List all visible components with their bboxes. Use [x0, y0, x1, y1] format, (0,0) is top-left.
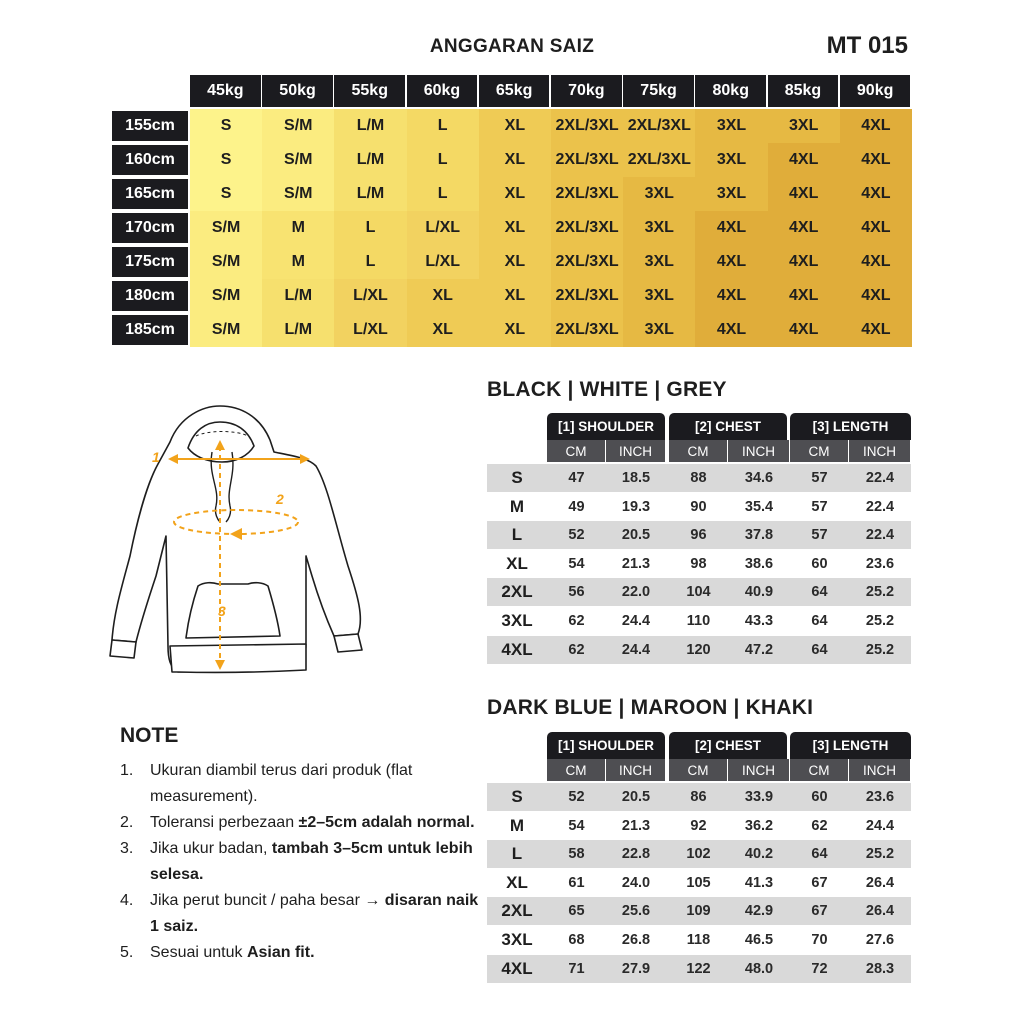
- table-row: [487, 840, 911, 868]
- height-label: 160cm: [112, 145, 188, 175]
- size-cell: S/M: [190, 245, 262, 279]
- measure-value: 104: [686, 584, 711, 601]
- unit-header: CM: [669, 759, 727, 781]
- size-cell: S/M: [190, 313, 262, 347]
- size-cell: 3XL: [695, 143, 767, 177]
- measure-value: 24.0: [621, 874, 651, 891]
- height-label: 180cm: [112, 281, 188, 311]
- table-row: [487, 493, 911, 521]
- measure-value: 25.2: [865, 641, 895, 658]
- measure-value: 46.5: [744, 932, 774, 948]
- measure-value: 67: [811, 903, 828, 920]
- size-cell: M: [262, 245, 334, 279]
- size-cell: 4XL: [695, 279, 767, 313]
- unit-header: CM: [790, 759, 848, 781]
- note-span: Jika ukur badan,: [150, 840, 272, 857]
- measure-value: 26.4: [865, 874, 895, 891]
- measure-value: 58: [568, 846, 585, 863]
- measure-value: 64: [811, 641, 828, 658]
- measure-value: 35.4: [744, 498, 774, 515]
- measure-value: 25.6: [621, 903, 651, 920]
- size-cell: S: [190, 109, 262, 143]
- measure-value: 20.5: [621, 527, 651, 544]
- measure-value: 96: [690, 527, 707, 544]
- measure-value: 54: [568, 817, 585, 834]
- size-cell: L: [407, 143, 479, 177]
- measure-value: 40.9: [744, 584, 774, 601]
- note-number: 2.: [120, 814, 134, 831]
- size-cell: 2XL/3XL: [551, 279, 623, 313]
- size-cell: 2XL/3XL: [551, 143, 623, 177]
- note-emphasis: tambah 3–5cm untuk lebih selesa.: [150, 840, 473, 883]
- size-cell: L/XL: [407, 245, 479, 279]
- size-cell: M: [262, 211, 334, 245]
- measure-value: 60: [811, 555, 828, 572]
- note-text: [150, 940, 480, 966]
- unit-header: CM: [547, 759, 605, 781]
- weight-header: 90kg: [840, 75, 911, 107]
- size-cell: 4XL: [768, 245, 840, 279]
- size-cell: 4XL: [695, 245, 767, 279]
- measurement-table-darkblue-maroon-khaki: [487, 732, 911, 979]
- note-item: [120, 940, 480, 966]
- note-number: 1.: [120, 762, 134, 779]
- size-cell: 3XL: [623, 245, 695, 279]
- size-cell: L/XL: [334, 279, 406, 313]
- note-number: 4.: [120, 892, 134, 909]
- size-cell: 4XL: [840, 211, 912, 245]
- measure-group-header: [3] LENGTH: [790, 413, 911, 440]
- size-cell: 4XL: [840, 109, 912, 143]
- size-cell: 4XL: [768, 279, 840, 313]
- table-row: [487, 955, 911, 983]
- size-cell: 4XL: [840, 143, 912, 177]
- unit-header: INCH: [728, 440, 789, 462]
- measure-value: 64: [811, 584, 828, 601]
- note-span: Sesuai untuk: [150, 944, 247, 961]
- measure-value: 57: [811, 470, 828, 486]
- measure-value: 56: [568, 584, 585, 601]
- size-name: L: [511, 844, 523, 864]
- measure-value: 22.0: [621, 584, 651, 601]
- size-cell: S/M: [262, 177, 334, 211]
- note-text: [150, 888, 480, 940]
- measure-value: 52: [568, 789, 585, 805]
- size-cell: 4XL: [768, 313, 840, 347]
- measure-value: 48.0: [744, 960, 774, 977]
- size-cell: 4XL: [840, 279, 912, 313]
- size-name: M: [509, 815, 525, 835]
- size-cell: 2XL/3XL: [623, 143, 695, 177]
- size-cell: 2XL/3XL: [551, 211, 623, 245]
- table-row: [487, 926, 911, 954]
- table-row: [487, 636, 911, 664]
- note-text: [150, 810, 480, 836]
- measure-value: 92: [690, 817, 707, 834]
- measure-value: 36.2: [744, 817, 774, 834]
- size-cell: L: [334, 245, 406, 279]
- label-shoulder-marker: 1: [152, 449, 160, 465]
- unit-header: INCH: [849, 440, 910, 462]
- measure-value: 90: [690, 498, 707, 515]
- measure-value: 62: [568, 613, 585, 629]
- measure-value: 28.3: [865, 960, 895, 977]
- size-name: S: [511, 468, 523, 487]
- size-name: S: [511, 787, 523, 806]
- note-span: Toleransi perbezaan: [150, 814, 299, 831]
- size-cell: 2XL/3XL: [551, 313, 623, 347]
- size-cell: 4XL: [768, 177, 840, 211]
- measure-value: 20.5: [621, 789, 651, 805]
- measure-value: 47.2: [744, 641, 774, 658]
- measure-value: 64: [811, 846, 828, 863]
- unit-header: CM: [790, 440, 848, 462]
- size-cell: 2XL/3XL: [623, 109, 695, 143]
- note-span: Jika perut buncit / paha besar →: [150, 892, 385, 909]
- measure-value: 43.3: [744, 613, 774, 629]
- size-cell: L/XL: [334, 313, 406, 347]
- note-title: NOTE: [120, 724, 179, 747]
- measure-value: 49: [568, 498, 585, 515]
- measure-group-header: [1] SHOULDER: [547, 413, 665, 440]
- measure-group-header: [1] SHOULDER: [547, 732, 665, 759]
- measure-value: 60: [811, 789, 828, 805]
- height-label: 170cm: [112, 213, 188, 243]
- measure-value: 22.4: [865, 498, 895, 515]
- table2-title: DARK BLUE | MAROON | KHAKI: [487, 696, 814, 719]
- size-name: M: [509, 496, 525, 516]
- size-cell: L/M: [262, 279, 334, 313]
- size-name: L: [511, 525, 523, 545]
- weight-header: 75kg: [623, 75, 694, 107]
- note-item: [120, 836, 480, 888]
- size-cell: S/M: [262, 143, 334, 177]
- note-emphasis: Asian fit.: [246, 944, 315, 961]
- height-label: 155cm: [112, 111, 188, 141]
- size-name: 4XL: [501, 639, 533, 659]
- height-label: 185cm: [112, 315, 188, 345]
- measure-value: 21.3: [621, 555, 651, 572]
- measurement-table-black-white-grey: [487, 413, 911, 660]
- weight-header: 50kg: [262, 75, 333, 107]
- measure-value: 23.6: [865, 555, 895, 572]
- size-cell: 3XL: [623, 313, 695, 347]
- measure-value: 26.4: [865, 903, 895, 920]
- size-cell: L/M: [262, 313, 334, 347]
- measure-value: 22.4: [865, 470, 895, 486]
- measure-value: 24.4: [621, 613, 651, 629]
- size-cell: 3XL: [768, 109, 840, 143]
- measure-value: 25.2: [865, 584, 895, 601]
- size-name: XL: [506, 553, 528, 573]
- hoodie-diagram: [108, 396, 378, 686]
- measure-value: 52: [568, 527, 585, 544]
- height-label: 175cm: [112, 247, 188, 277]
- table-row: [487, 578, 911, 606]
- measure-value: 19.3: [621, 498, 651, 515]
- size-cell: 4XL: [695, 211, 767, 245]
- measure-value: 27.6: [865, 932, 895, 948]
- measure-value: 118: [686, 932, 711, 948]
- measure-value: 61: [568, 874, 585, 891]
- note-item: [120, 810, 480, 836]
- size-cell: 3XL: [623, 211, 695, 245]
- measure-value: 47: [568, 470, 585, 486]
- size-name: 2XL: [501, 582, 533, 602]
- size-cell: XL: [479, 279, 551, 313]
- measure-value: 70: [811, 932, 828, 948]
- size-cell: 3XL: [623, 177, 695, 211]
- size-cell: 4XL: [695, 313, 767, 347]
- size-cell: 4XL: [840, 313, 912, 347]
- measure-value: 57: [811, 498, 828, 515]
- table-row: [487, 464, 911, 492]
- page-title: ANGGARAN SAIZ: [429, 36, 595, 57]
- unit-header: INCH: [606, 440, 665, 462]
- size-cell: L: [407, 177, 479, 211]
- size-cell: L/XL: [407, 211, 479, 245]
- unit-header: INCH: [849, 759, 910, 781]
- weight-header: 85kg: [768, 75, 839, 107]
- measure-value: 102: [686, 846, 711, 863]
- measure-value: 86: [690, 789, 707, 805]
- measure-value: 18.5: [621, 470, 651, 486]
- table-row: [487, 607, 911, 635]
- size-cell: L: [407, 109, 479, 143]
- measure-group-header: [2] CHEST: [669, 413, 787, 440]
- size-cell: XL: [479, 245, 551, 279]
- table-row: [487, 521, 911, 549]
- measure-value: 37.8: [744, 527, 774, 544]
- measure-value: 26.8: [621, 932, 651, 948]
- measure-value: 68: [568, 932, 585, 948]
- size-cell: L/M: [334, 177, 406, 211]
- size-cell: XL: [407, 279, 479, 313]
- measure-value: 34.6: [744, 470, 774, 486]
- measure-value: 41.3: [744, 874, 774, 891]
- size-cell: L/M: [334, 109, 406, 143]
- weight-header: 45kg: [190, 75, 261, 107]
- measure-value: 72: [811, 960, 828, 977]
- measure-value: 24.4: [621, 641, 651, 658]
- size-cell: 3XL: [695, 109, 767, 143]
- size-cell: S: [190, 143, 262, 177]
- table-row: [487, 897, 911, 925]
- note-item: [120, 888, 480, 940]
- measure-value: 120: [686, 641, 711, 658]
- size-cell: XL: [407, 313, 479, 347]
- size-name: 3XL: [501, 930, 533, 949]
- table-row: [487, 812, 911, 840]
- size-cell: S/M: [190, 279, 262, 313]
- note-span: Ukuran diambil terus dari produk (flat measurement).: [150, 762, 413, 805]
- note-text: [150, 758, 480, 810]
- size-cell: 2XL/3XL: [551, 109, 623, 143]
- size-cell: 4XL: [840, 177, 912, 211]
- table-row: [487, 869, 911, 897]
- measure-value: 24.4: [865, 817, 895, 834]
- weight-header: 65kg: [479, 75, 550, 107]
- measure-value: 105: [686, 874, 711, 891]
- measure-value: 38.6: [744, 555, 774, 572]
- size-cell: XL: [479, 109, 551, 143]
- measure-group-header: [3] LENGTH: [790, 732, 911, 759]
- size-cell: 3XL: [695, 177, 767, 211]
- weight-header: 80kg: [695, 75, 766, 107]
- height-label: 165cm: [112, 179, 188, 209]
- size-cell: 4XL: [840, 245, 912, 279]
- size-cell: 4XL: [768, 143, 840, 177]
- size-cell: 3XL: [623, 279, 695, 313]
- table1-title: BLACK | WHITE | GREY: [487, 378, 727, 401]
- measure-value: 98: [690, 555, 707, 572]
- size-cell: XL: [479, 211, 551, 245]
- hoodie-illustration: [108, 396, 378, 686]
- measure-value: 110: [686, 613, 711, 629]
- measure-value: 67: [811, 874, 828, 891]
- size-name: 3XL: [501, 611, 533, 630]
- measure-value: 62: [811, 817, 828, 834]
- measure-value: 23.6: [865, 789, 895, 805]
- unit-header: INCH: [606, 759, 665, 781]
- measure-value: 42.9: [744, 903, 774, 920]
- size-cell: 2XL/3XL: [551, 177, 623, 211]
- measure-group-header: [2] CHEST: [669, 732, 787, 759]
- note-number: 3.: [120, 840, 134, 857]
- weight-header: 55kg: [334, 75, 405, 107]
- measure-value: 27.9: [621, 960, 651, 977]
- unit-header: INCH: [728, 759, 789, 781]
- note-number: 5.: [120, 944, 134, 961]
- measure-value: 88: [690, 470, 707, 486]
- measure-value: 25.2: [865, 613, 895, 629]
- note-emphasis: disaran naik 1 saiz.: [150, 892, 479, 935]
- measure-value: 25.2: [865, 846, 895, 863]
- size-name: 4XL: [501, 958, 533, 978]
- measure-value: 109: [686, 903, 711, 920]
- unit-header: CM: [547, 440, 605, 462]
- measure-value: 54: [568, 555, 585, 572]
- measure-value: 65: [568, 903, 585, 920]
- table-row: [487, 550, 911, 578]
- note-list: [120, 758, 480, 966]
- size-cell: 4XL: [768, 211, 840, 245]
- size-cell: S/M: [190, 211, 262, 245]
- size-cell: S: [190, 177, 262, 211]
- measure-value: 62: [568, 641, 585, 658]
- note-emphasis: ±2–5cm adalah normal.: [298, 814, 475, 831]
- measure-value: 71: [568, 960, 585, 977]
- size-estimate-grid: [112, 75, 912, 348]
- size-cell: L: [334, 211, 406, 245]
- size-name: XL: [506, 872, 528, 892]
- size-cell: L/M: [334, 143, 406, 177]
- size-cell: XL: [479, 313, 551, 347]
- unit-header: CM: [669, 440, 727, 462]
- table-row: [487, 783, 911, 811]
- weight-header: 60kg: [407, 75, 478, 107]
- size-name: 2XL: [501, 901, 533, 921]
- measure-value: 64: [811, 613, 828, 629]
- size-cell: 2XL/3XL: [551, 245, 623, 279]
- note-item: [120, 758, 480, 810]
- measure-value: 22.8: [621, 846, 651, 863]
- label-length-marker: 3: [218, 603, 226, 619]
- measure-value: 122: [686, 960, 711, 977]
- weight-header: 70kg: [551, 75, 622, 107]
- measure-value: 21.3: [621, 817, 651, 834]
- size-cell: XL: [479, 143, 551, 177]
- product-code: MT 015: [826, 32, 908, 59]
- measure-value: 40.2: [744, 846, 774, 863]
- size-cell: XL: [479, 177, 551, 211]
- measure-value: 22.4: [865, 527, 895, 544]
- measure-value: 57: [811, 527, 828, 544]
- size-cell: S/M: [262, 109, 334, 143]
- label-chest-marker: 2: [276, 491, 284, 507]
- measure-value: 33.9: [744, 789, 774, 805]
- note-text: [150, 836, 480, 888]
